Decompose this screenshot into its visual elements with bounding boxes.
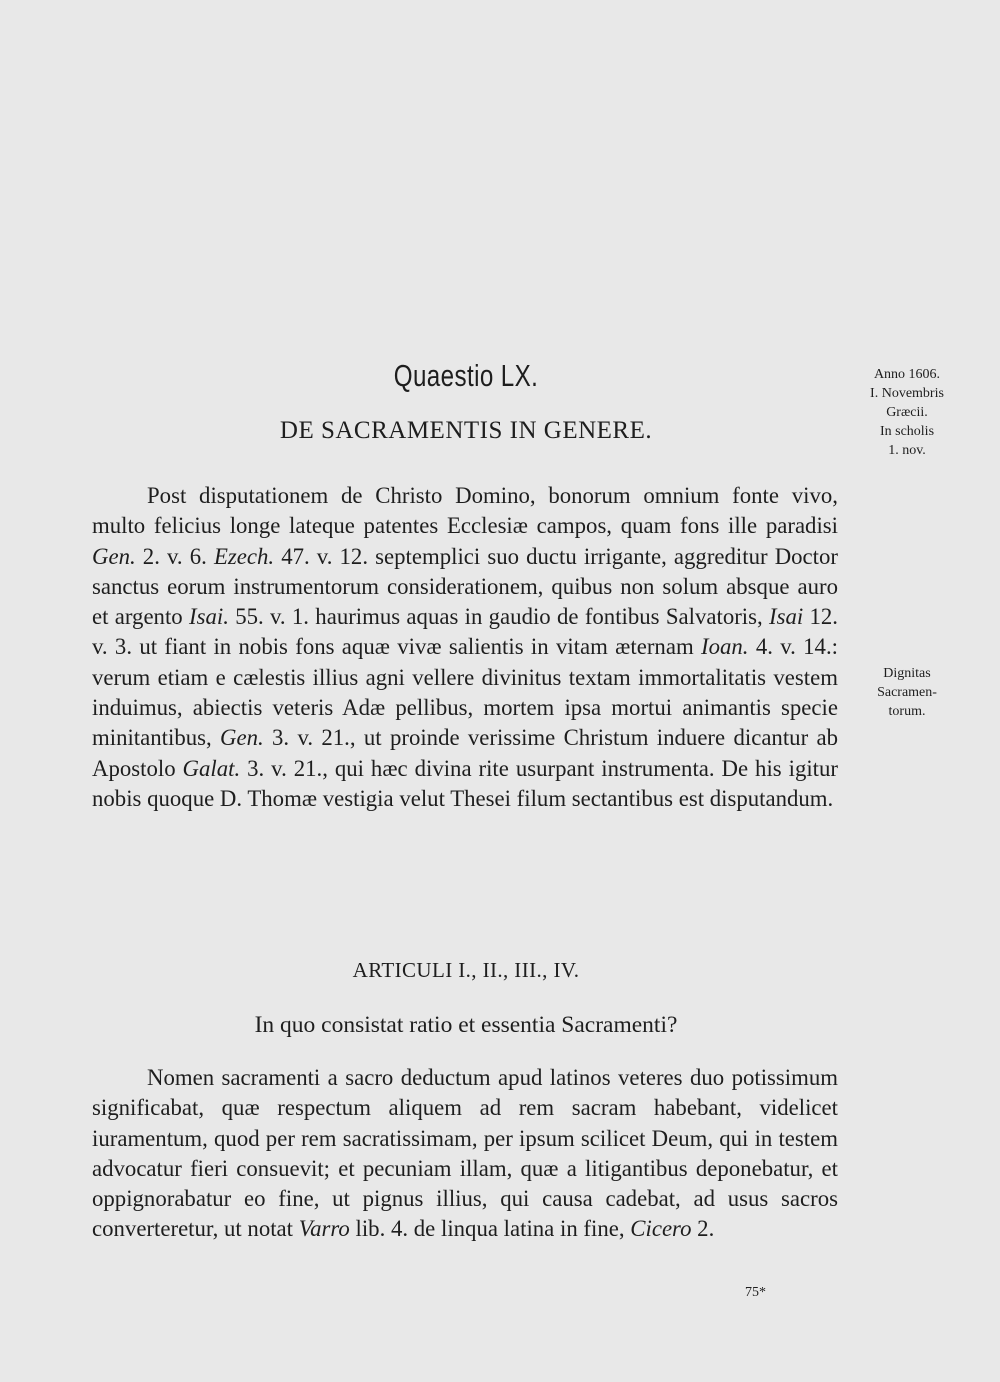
margin-note-line: Dignitas	[883, 666, 931, 681]
paragraph-text: Nomen sacramenti a sacro deductum apud latinos veteres duo potissimum significabat, quæ respectum aliquem ad rem sacram habebant, videlicet iuramentum, quod per rem sacratissimam, per ipsum scilicet Deum, qui in testem advocatur fieri consuevit; et pecuniam illam, quæ a litigantibus deponebatur, et oppignorabatur eo fine, ut pignus illius, qui causa cadebat, ad usus sacros converteretur, ut notat	[92, 1065, 838, 1242]
question-subtitle: DE SACRAMENTIS IN GENERE.	[279, 417, 653, 444]
paragraph-text: Post disputationem de Christo Domino, bonorum omnium fonte vivo, multo felicius longe lateque patentes Ecclesiæ campos, quam fons ille paradisi	[92, 483, 838, 539]
margin-note-line: Anno 1606.	[873, 367, 941, 382]
paragraph-text: 2.	[691, 1216, 715, 1242]
body-paragraph-2	[92, 1063, 838, 1245]
citation-text: Varro	[298, 1216, 350, 1242]
citation-text: Isai	[769, 604, 804, 630]
citation-text: Cicero	[630, 1216, 692, 1242]
margin-note-line: Græcii.	[886, 405, 928, 420]
article-heading: ARTICULI I., II., III., IV.	[352, 958, 580, 982]
paragraph-text: 4. v. 14.: verum etiam e cælestis illius agni vellere divinitus textam immortalitatis vestem induimus, abiectis veteris Adæ pellibus, mortem ipsa mortui animantis specie minitantibus,	[92, 634, 838, 751]
margin-note-line: torum.	[888, 704, 926, 719]
paragraph-text: 47. v. 12. septemplici suo ductu irrigante, aggreditur Doctor sanctus eorum instrumentorum considerationem, quibus non solum absque auro et argento	[92, 543, 839, 630]
citation-text: Ioan.	[701, 634, 749, 660]
margin-note-dignitas	[848, 664, 966, 721]
margin-note-line: In scholis	[879, 424, 935, 439]
paragraph-text: 3. v. 21., ut proinde verissime Christum induere dicantur ab Apostolo	[92, 725, 838, 781]
article-question: In quo consistat ratio et essentia Sacramenti?	[254, 1012, 678, 1038]
paragraph-text: lib. 4. de linqua latina in fine,	[349, 1216, 631, 1242]
citation-text: Gen.	[92, 543, 136, 569]
paragraph-text: 2. v. 6.	[135, 543, 214, 569]
paragraph-text: 3. v. 21., qui hæc divina rite usurpant instrumenta. De his igitur nobis quoque D. Thomæ vestigia velut Thesei filum sectantibus est disputandum.	[92, 755, 838, 811]
margin-note-line: 1. nov.	[888, 443, 926, 458]
page-number: 75*	[745, 1285, 766, 1300]
citation-text: Gen.	[220, 725, 264, 751]
question-title: Quaestio LX.	[393, 358, 539, 393]
paragraph-text: 12. v. 3. ut fiant in nobis fons aquæ vivæ salientis in vitam æternam	[92, 604, 839, 660]
citation-text: Galat.	[182, 755, 241, 781]
body-paragraph-1	[92, 481, 838, 814]
paragraph-text: 55. v. 1. haurimus aquas in gaudio de fontibus Salvatoris,	[228, 604, 770, 630]
margin-note-date	[848, 365, 966, 460]
citation-text: Ezech.	[213, 543, 275, 569]
margin-note-line: I. Novembris	[870, 386, 944, 401]
margin-note-line: Sacramen-	[877, 685, 937, 700]
citation-text: Isai.	[189, 604, 229, 630]
